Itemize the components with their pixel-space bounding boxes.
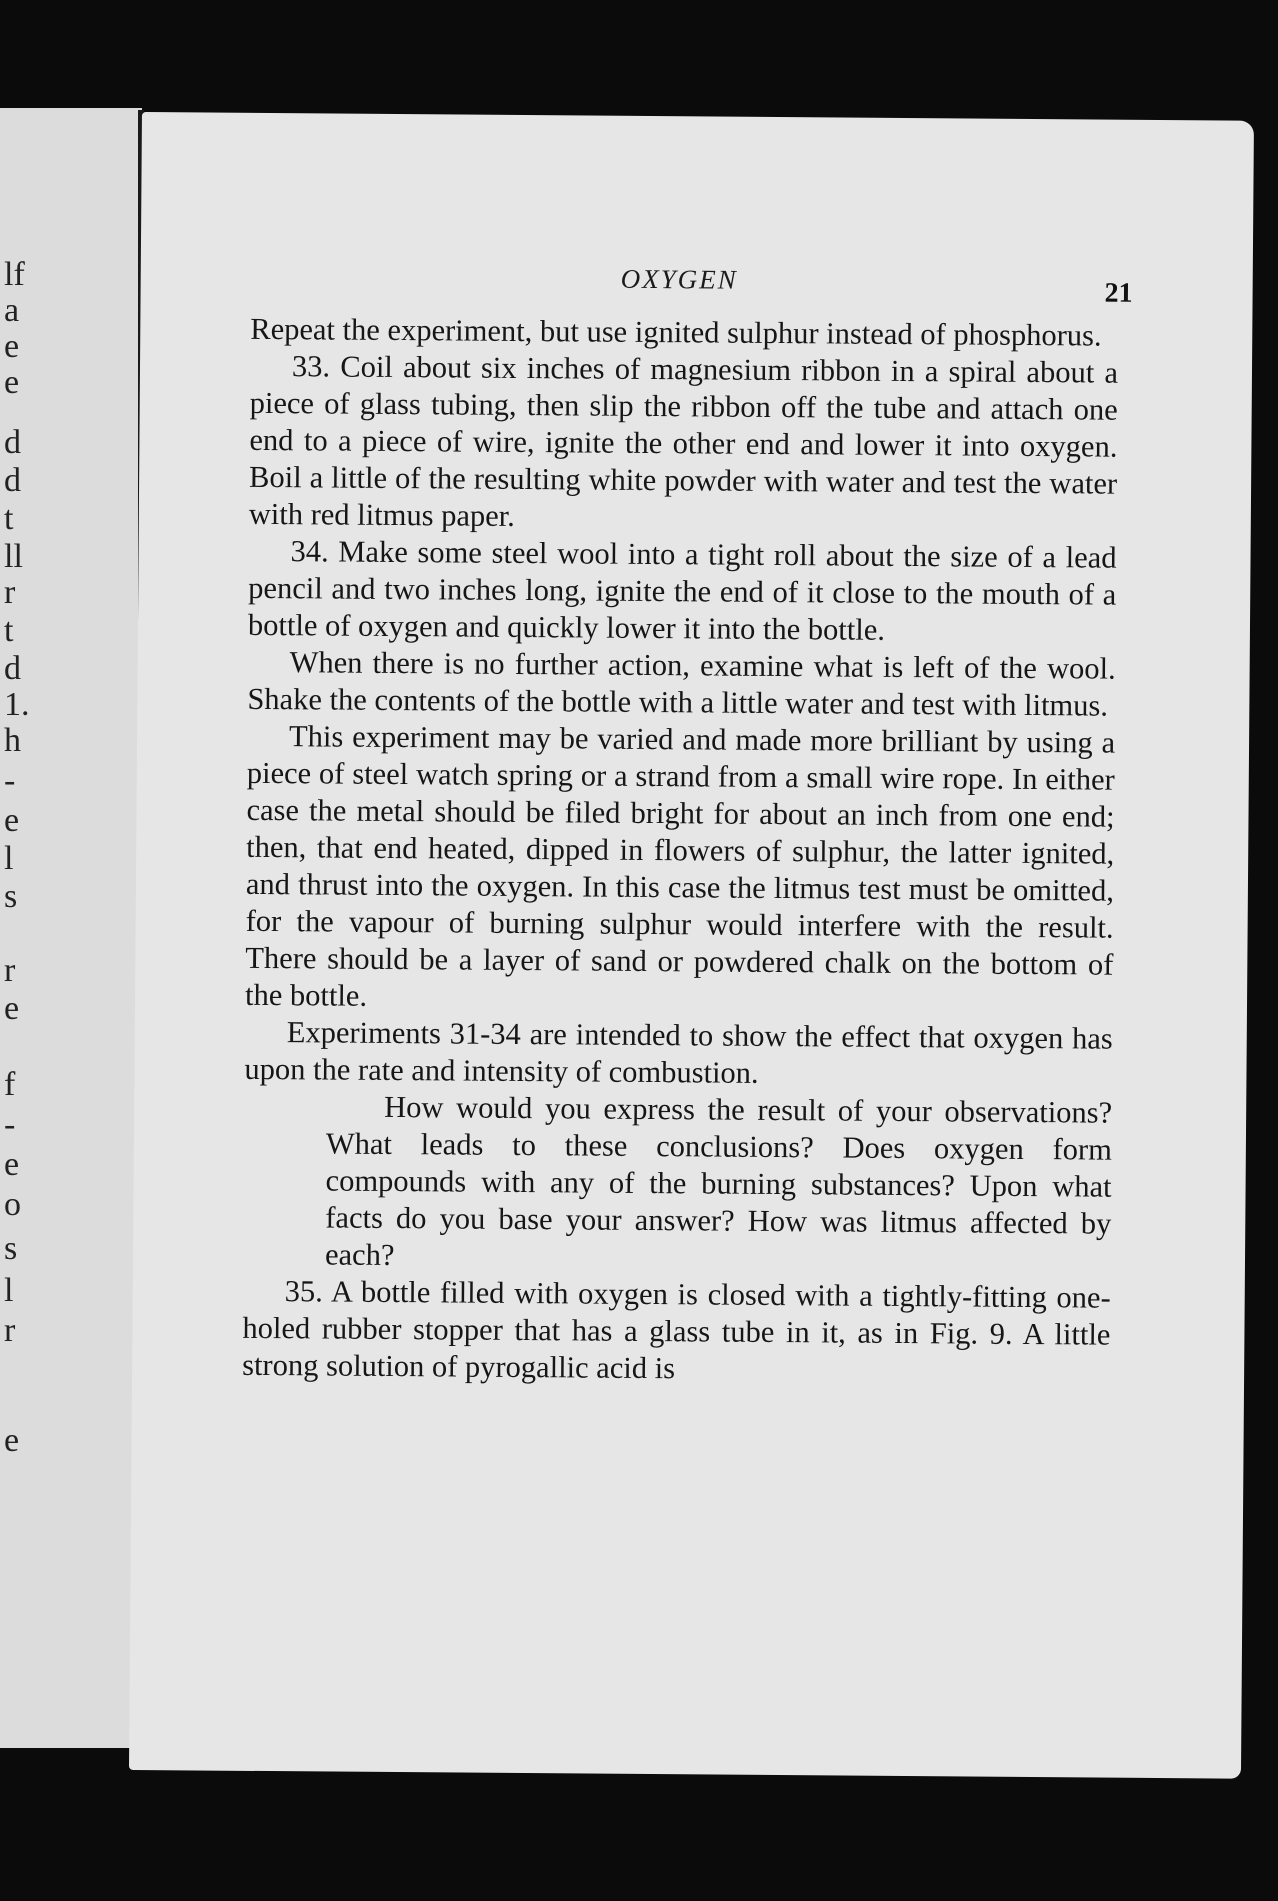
- left-margin-letter: a: [4, 292, 20, 329]
- left-margin-letter: l: [4, 1272, 14, 1309]
- left-margin-letter: e: [4, 1422, 20, 1459]
- running-head: [141, 260, 1253, 309]
- paragraph: When there is no further action, examine what is left of the wool. Shake the contents of the bottle with a little water and test with litmus.: [247, 645, 1116, 723]
- left-margin-letter: s: [4, 878, 18, 915]
- left-margin-letter: ll: [4, 538, 23, 575]
- left-margin-letter: t: [4, 500, 14, 537]
- paragraph-experiment-33: 33. Coil about six inches of magnesium ribbon in a spiral about a piece of glass tubing, then slip the ribbon off the tube and attach one end to a piece of wire, ignite the other end and lower it into oxygen. Boil a little of the resulting white powder with water and test the water with red litmus paper.: [248, 349, 1119, 533]
- left-margin-letter: t: [4, 612, 14, 649]
- left-margin-letter: d: [4, 424, 21, 461]
- left-page-edge-text: [0, 108, 140, 1748]
- left-margin-letter: e: [4, 802, 20, 839]
- left-margin-letter: -: [4, 762, 16, 799]
- paragraph-experiment-35: 35. A bottle filled with oxygen is closed with a tightly-fitting one-holed rubber stopper that has a glass tube in it, as in Fig. 9. A little strong solution of pyrogallic acid is: [242, 1274, 1111, 1386]
- left-margin-letter: h: [4, 722, 21, 759]
- left-page-fragment: [0, 108, 142, 1748]
- left-margin-letter: e: [4, 1146, 20, 1183]
- paragraph: Repeat the experiment, but use ignited sulphur instead of phosphorus.: [250, 311, 1102, 353]
- left-margin-letter: e: [4, 990, 20, 1027]
- questions-block: How would you express the result of your observations? What leads to these conclusions? Does oxygen form compounds with any of the burning substances? Upon what facts do you base your answer? How was litmus affected by each?: [324, 1089, 1113, 1273]
- left-margin-letter: r: [4, 1312, 16, 1349]
- left-margin-letter: d: [4, 650, 21, 687]
- page-body: [242, 311, 1118, 1391]
- left-margin-letter: e: [4, 364, 20, 401]
- paragraph: This experiment may be varied and made more brilliant by using a piece of steel watch spring or a strand from a small wire rope. In either case the metal should be filed bright for about an inch from one end; then, that end heated, dipped in flowers of sulphur, the latter ignited, and thrust into the oxygen. In this case the litmus test must be omitted, for the vapour of burning sulphur would interfere with the result. There should be a layer of sand or powdered chalk on the bottom of the bottle.: [244, 719, 1116, 1013]
- running-head-title: OXYGEN: [620, 263, 738, 295]
- paragraph: Experiments 31-34 are intended to show the effect that oxygen has upon the rate and intensity of combustion.: [244, 1015, 1113, 1090]
- left-margin-letter: o: [4, 1186, 21, 1223]
- left-margin-letter: -: [4, 1106, 16, 1143]
- left-margin-letter: r: [4, 952, 16, 989]
- book-page: [129, 112, 1254, 1779]
- left-margin-letter: d: [4, 462, 21, 499]
- left-margin-letter: f: [4, 1066, 16, 1103]
- left-margin-letter: r: [4, 574, 16, 611]
- left-margin-letter: 1.: [4, 686, 30, 723]
- left-margin-letter: s: [4, 1230, 18, 1267]
- left-margin-letter: lf: [4, 256, 25, 293]
- page-number: 21: [1104, 277, 1133, 309]
- left-margin-letter: l: [4, 840, 14, 877]
- paragraph-experiment-34: 34. Make some steel wool into a tight roll about the size of a lead pencil and two inches long, ignite the end of it close to the mouth of a bottle of oxygen and quickly lower it into the bottle.: [247, 534, 1117, 647]
- left-margin-letter: e: [4, 328, 20, 365]
